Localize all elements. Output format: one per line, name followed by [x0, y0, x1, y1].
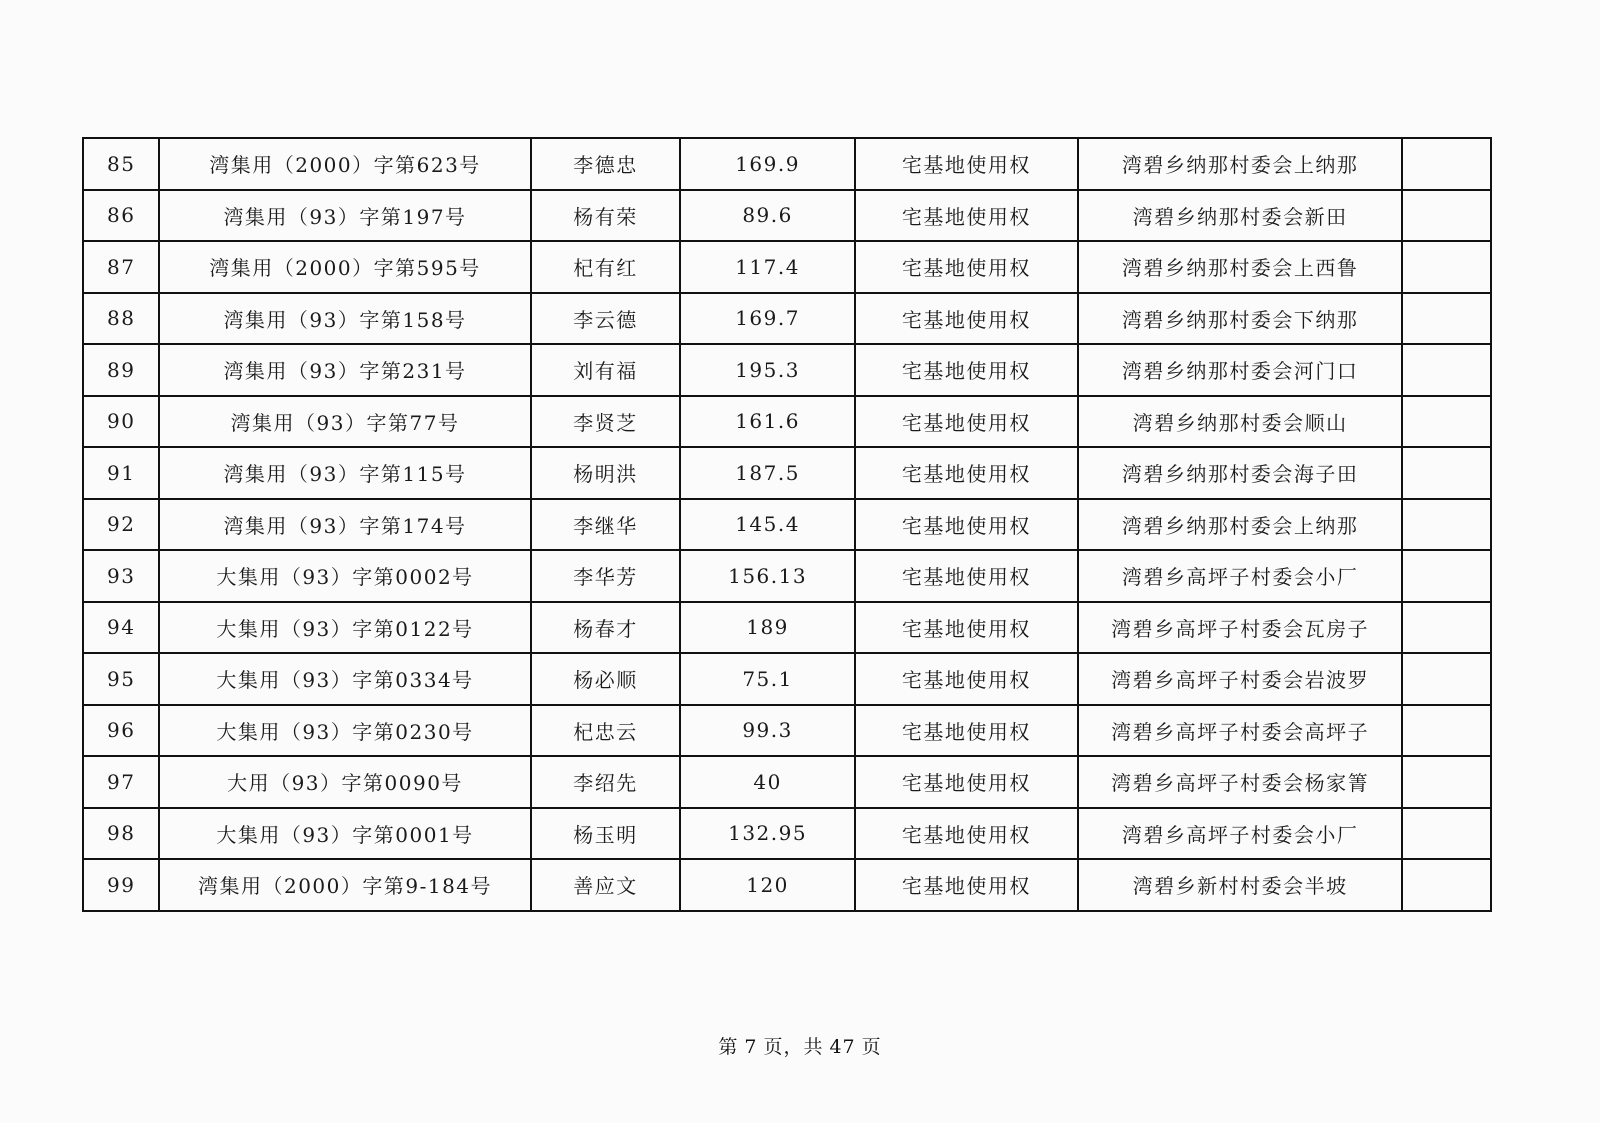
table-row	[83, 859, 1491, 911]
remarks-cell	[1402, 447, 1491, 499]
certificate-number-cell: 大用（93）字第0090号	[159, 756, 530, 808]
right-type-cell: 宅基地使用权	[855, 653, 1078, 705]
holder-name-cell: 杨春才	[531, 602, 681, 654]
records-table	[82, 137, 1492, 912]
remarks-cell	[1402, 550, 1491, 602]
location-cell: 湾碧乡纳那村委会新田	[1078, 190, 1402, 242]
right-type-cell: 宅基地使用权	[855, 705, 1078, 757]
remarks-cell	[1402, 190, 1491, 242]
location-cell: 湾碧乡纳那村委会顺山	[1078, 396, 1402, 448]
holder-name-cell: 杨玉明	[531, 808, 681, 860]
table-row	[83, 705, 1491, 757]
certificate-number-cell: 湾集用（93）字第174号	[159, 499, 530, 551]
location-cell: 湾碧乡高坪子村委会高坪子	[1078, 705, 1402, 757]
certificate-number-cell: 湾集用（93）字第197号	[159, 190, 530, 242]
holder-name-cell: 杨有荣	[531, 190, 681, 242]
location-cell: 湾碧乡高坪子村委会小厂	[1078, 808, 1402, 860]
certificate-number-cell: 湾集用（93）字第77号	[159, 396, 530, 448]
holder-name-cell: 善应文	[531, 859, 681, 911]
table-row	[83, 241, 1491, 293]
certificate-number-cell: 湾集用（93）字第158号	[159, 293, 530, 345]
area-cell: 117.4	[680, 241, 854, 293]
holder-name-cell: 杞有红	[531, 241, 681, 293]
row-number-cell: 96	[83, 705, 159, 757]
location-cell: 湾碧乡纳那村委会下纳那	[1078, 293, 1402, 345]
right-type-cell: 宅基地使用权	[855, 859, 1078, 911]
area-cell: 40	[680, 756, 854, 808]
row-number-cell: 94	[83, 602, 159, 654]
records-table-body	[83, 138, 1491, 911]
remarks-cell	[1402, 241, 1491, 293]
location-cell: 湾碧乡纳那村委会海子田	[1078, 447, 1402, 499]
certificate-number-cell: 湾集用（2000）字第623号	[159, 138, 530, 190]
location-cell: 湾碧乡新村村委会半坡	[1078, 859, 1402, 911]
remarks-cell	[1402, 396, 1491, 448]
holder-name-cell: 杞忠云	[531, 705, 681, 757]
certificate-number-cell: 大集用（93）字第0002号	[159, 550, 530, 602]
footer-prefix: 第	[718, 1036, 739, 1058]
location-cell: 湾碧乡高坪子村委会岩波罗	[1078, 653, 1402, 705]
location-cell: 湾碧乡纳那村委会上西鲁	[1078, 241, 1402, 293]
table-row	[83, 808, 1491, 860]
row-number-cell: 92	[83, 499, 159, 551]
table-row	[83, 602, 1491, 654]
right-type-cell: 宅基地使用权	[855, 190, 1078, 242]
footer-middle: 页，共	[763, 1036, 824, 1058]
area-cell: 89.6	[680, 190, 854, 242]
row-number-cell: 93	[83, 550, 159, 602]
row-number-cell: 88	[83, 293, 159, 345]
area-cell: 169.9	[680, 138, 854, 190]
row-number-cell: 97	[83, 756, 159, 808]
location-cell: 湾碧乡高坪子村委会瓦房子	[1078, 602, 1402, 654]
area-cell: 169.7	[680, 293, 854, 345]
table-row	[83, 756, 1491, 808]
area-cell: 132.95	[680, 808, 854, 860]
location-cell: 湾碧乡纳那村委会上纳那	[1078, 138, 1402, 190]
holder-name-cell: 杨必顺	[531, 653, 681, 705]
area-cell: 195.3	[680, 344, 854, 396]
certificate-number-cell: 湾集用（2000）字第9-184号	[159, 859, 530, 911]
certificate-number-cell: 湾集用（93）字第115号	[159, 447, 530, 499]
location-cell: 湾碧乡纳那村委会上纳那	[1078, 499, 1402, 551]
table-row	[83, 499, 1491, 551]
remarks-cell	[1402, 756, 1491, 808]
area-cell: 145.4	[680, 499, 854, 551]
holder-name-cell: 李德忠	[531, 138, 681, 190]
row-number-cell: 86	[83, 190, 159, 242]
area-cell: 161.6	[680, 396, 854, 448]
holder-name-cell: 李继华	[531, 499, 681, 551]
right-type-cell: 宅基地使用权	[855, 344, 1078, 396]
certificate-number-cell: 大集用（93）字第0230号	[159, 705, 530, 757]
area-cell: 75.1	[680, 653, 854, 705]
right-type-cell: 宅基地使用权	[855, 396, 1078, 448]
row-number-cell: 89	[83, 344, 159, 396]
certificate-number-cell: 湾集用（2000）字第595号	[159, 241, 530, 293]
row-number-cell: 90	[83, 396, 159, 448]
right-type-cell: 宅基地使用权	[855, 447, 1078, 499]
area-cell: 187.5	[680, 447, 854, 499]
row-number-cell: 85	[83, 138, 159, 190]
table-row	[83, 293, 1491, 345]
right-type-cell: 宅基地使用权	[855, 293, 1078, 345]
remarks-cell	[1402, 499, 1491, 551]
certificate-number-cell: 大集用（93）字第0001号	[159, 808, 530, 860]
remarks-cell	[1402, 705, 1491, 757]
holder-name-cell: 刘有福	[531, 344, 681, 396]
remarks-cell	[1402, 653, 1491, 705]
right-type-cell: 宅基地使用权	[855, 808, 1078, 860]
total-page-count: 47	[829, 1036, 856, 1058]
certificate-number-cell: 大集用（93）字第0334号	[159, 653, 530, 705]
right-type-cell: 宅基地使用权	[855, 550, 1078, 602]
remarks-cell	[1402, 808, 1491, 860]
table-row	[83, 138, 1491, 190]
location-cell: 湾碧乡高坪子村委会杨家箐	[1078, 756, 1402, 808]
certificate-number-cell: 大集用（93）字第0122号	[159, 602, 530, 654]
holder-name-cell: 李华芳	[531, 550, 681, 602]
table-row	[83, 190, 1491, 242]
area-cell: 120	[680, 859, 854, 911]
holder-name-cell: 李贤芝	[531, 396, 681, 448]
holder-name-cell: 杨明洪	[531, 447, 681, 499]
current-page-number: 7	[744, 1036, 758, 1058]
remarks-cell	[1402, 859, 1491, 911]
area-cell: 156.13	[680, 550, 854, 602]
holder-name-cell: 李绍先	[531, 756, 681, 808]
table-row	[83, 653, 1491, 705]
row-number-cell: 91	[83, 447, 159, 499]
page-footer	[0, 1032, 1600, 1059]
table-row	[83, 396, 1491, 448]
remarks-cell	[1402, 138, 1491, 190]
row-number-cell: 99	[83, 859, 159, 911]
right-type-cell: 宅基地使用权	[855, 602, 1078, 654]
table-row	[83, 447, 1491, 499]
footer-suffix: 页	[861, 1036, 882, 1058]
area-cell: 99.3	[680, 705, 854, 757]
remarks-cell	[1402, 602, 1491, 654]
row-number-cell: 87	[83, 241, 159, 293]
row-number-cell: 98	[83, 808, 159, 860]
table-row	[83, 550, 1491, 602]
right-type-cell: 宅基地使用权	[855, 499, 1078, 551]
row-number-cell: 95	[83, 653, 159, 705]
area-cell: 189	[680, 602, 854, 654]
remarks-cell	[1402, 344, 1491, 396]
holder-name-cell: 李云德	[531, 293, 681, 345]
certificate-number-cell: 湾集用（93）字第231号	[159, 344, 530, 396]
location-cell: 湾碧乡高坪子村委会小厂	[1078, 550, 1402, 602]
remarks-cell	[1402, 293, 1491, 345]
right-type-cell: 宅基地使用权	[855, 756, 1078, 808]
table-row	[83, 344, 1491, 396]
location-cell: 湾碧乡纳那村委会河门口	[1078, 344, 1402, 396]
right-type-cell: 宅基地使用权	[855, 241, 1078, 293]
right-type-cell: 宅基地使用权	[855, 138, 1078, 190]
